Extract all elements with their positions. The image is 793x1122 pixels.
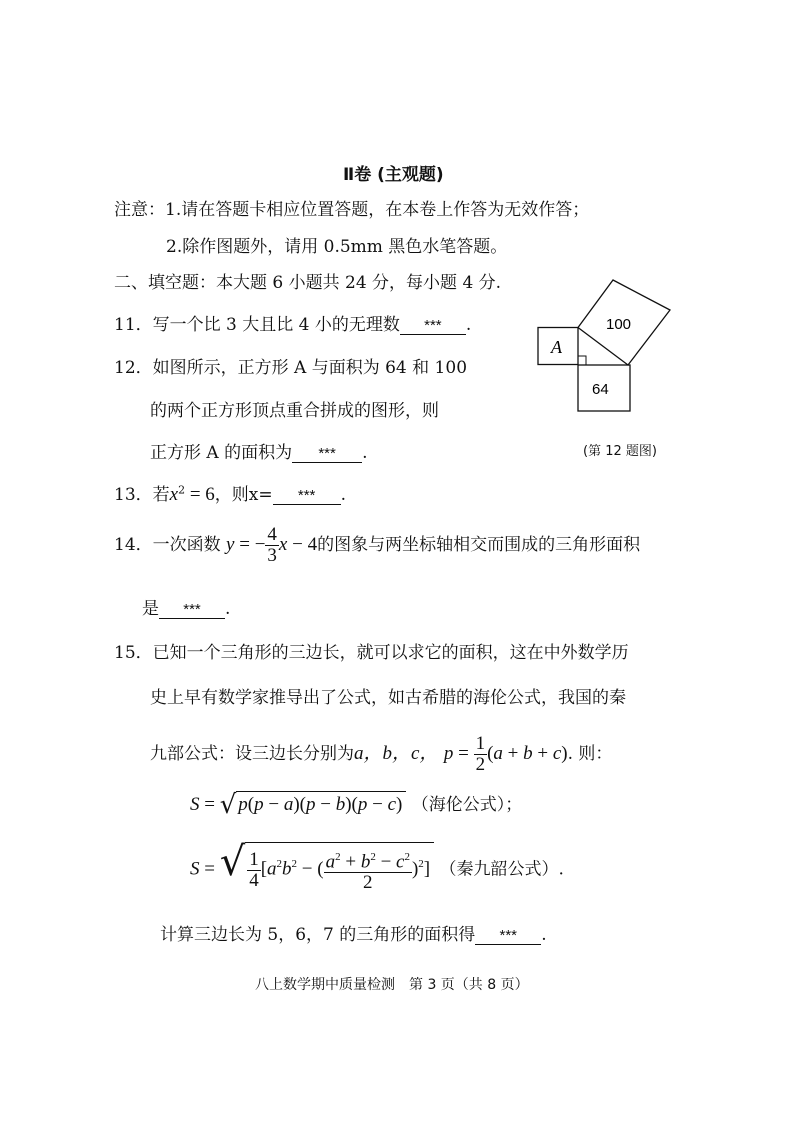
- fraction-one-half: $\frac{1}{2}$: [475, 733, 486, 775]
- question-13-answer-blank: ***: [273, 488, 341, 505]
- question-12-end: .: [362, 443, 368, 463]
- question-15-line-1: 15．已知一个三角形的三边长，就可以求它的面积，这在中外数学历: [114, 643, 629, 663]
- fraction-four-thirds: $\frac{4}{3}$: [267, 524, 277, 566]
- question-11-end: .: [465, 315, 472, 335]
- question-14-suffix: 的图象与两坐标轴相交而围成的三角形面积: [317, 535, 641, 555]
- question-11-answer-blank: ***: [400, 318, 466, 335]
- question-13-end: .: [340, 485, 347, 505]
- question-15-side-variables: a，b，c，: [354, 743, 439, 764]
- heron-formula-name: （海伦公式）；: [411, 795, 523, 815]
- question-14-end: .: [225, 599, 231, 619]
- question-13-x-equals: x=: [248, 485, 273, 505]
- question-15-line-2: 史上早有数学家推导出了公式，如古希腊的海伦公式，我国的秦: [150, 688, 626, 708]
- question-14-line-2-prefix: 是: [142, 599, 159, 619]
- label-64: 64: [592, 381, 609, 398]
- squares-figure: [530, 270, 680, 420]
- section-title: Ⅱ卷 (主观题): [343, 165, 444, 185]
- question-12-line-3-text: 正方形 A 的面积为: [150, 443, 293, 463]
- qin-jiushao-formula: S = √ $\frac{1}{4}$ [$a^2b^2$ − ( $\frac{a^2 + b^2 - c^2}{2}$ )$^2$] （秦九韶公式）.: [190, 839, 564, 894]
- question-13-prefix: 13．若: [114, 485, 170, 505]
- question-15-calc: [160, 920, 547, 945]
- question-11: [114, 310, 471, 335]
- question-12-line-3: [150, 438, 368, 463]
- question-11-text: 11．写一个比 3 大且比 4 小的无理数: [114, 315, 400, 335]
- question-12-answer-blank: ***: [292, 446, 362, 463]
- page-footer: 八上数学期中质量检测 第 3 页（共 8 页）: [255, 977, 529, 993]
- question-14-line-1: 14．一次函数 y = − $\frac{4}{3}$ x − 4的图象与两坐标轴相交而围成的三角形面积: [114, 524, 641, 566]
- question-15-line-3: 九部公式：设三边长分别为a，b，c， p = $\frac{1}{2}$ (a + b + c). 则：: [150, 733, 613, 775]
- fill-in-section-header: 二、填空题：本大题 6 小题共 24 分，每小题 4 分.: [114, 273, 502, 293]
- label-a: A: [551, 337, 562, 357]
- question-12-line-1: 12．如图所示，正方形 A 与面积为 64 和 100: [114, 358, 468, 378]
- notice-line-2: 2.除作图题外，请用 0.5mm 黑色水笔答题。: [166, 237, 508, 257]
- question-15-answer-blank: ***: [475, 928, 541, 945]
- question-15-line-3-prefix: 九部公式：设三边长分别为: [150, 744, 354, 764]
- label-100: 100: [606, 316, 632, 333]
- question-13: 13．若$x^2 = 6$，则x= *** .: [114, 483, 347, 505]
- question-14-line-2: [142, 594, 230, 619]
- right-angle-marker: [578, 356, 586, 365]
- heron-formula: S = √ p(p − a)(p − b)(p − c) （海伦公式）；: [190, 790, 523, 820]
- question-14-prefix: 14．一次函数: [114, 535, 221, 555]
- question-12-line-2: 的两个正方形顶点重合拼成的图形，则: [150, 401, 439, 421]
- qin-jiushao-formula-name: （秦九韶公式）.: [439, 859, 564, 880]
- question-15-end: .: [541, 925, 547, 945]
- question-14-answer-blank: ***: [159, 602, 225, 619]
- question-15-line-3-end: . 则：: [567, 744, 613, 764]
- question-15-calc-text: 计算三边长为 5，6，7 的三角形的面积得: [160, 925, 476, 945]
- figure-caption: (第 12 题图): [583, 444, 657, 459]
- notice-line-1: 注意：1.请在答题卡相应位置答题，在本卷上作答为无效作答；: [114, 200, 590, 220]
- question-13-mid: ，则: [214, 485, 249, 505]
